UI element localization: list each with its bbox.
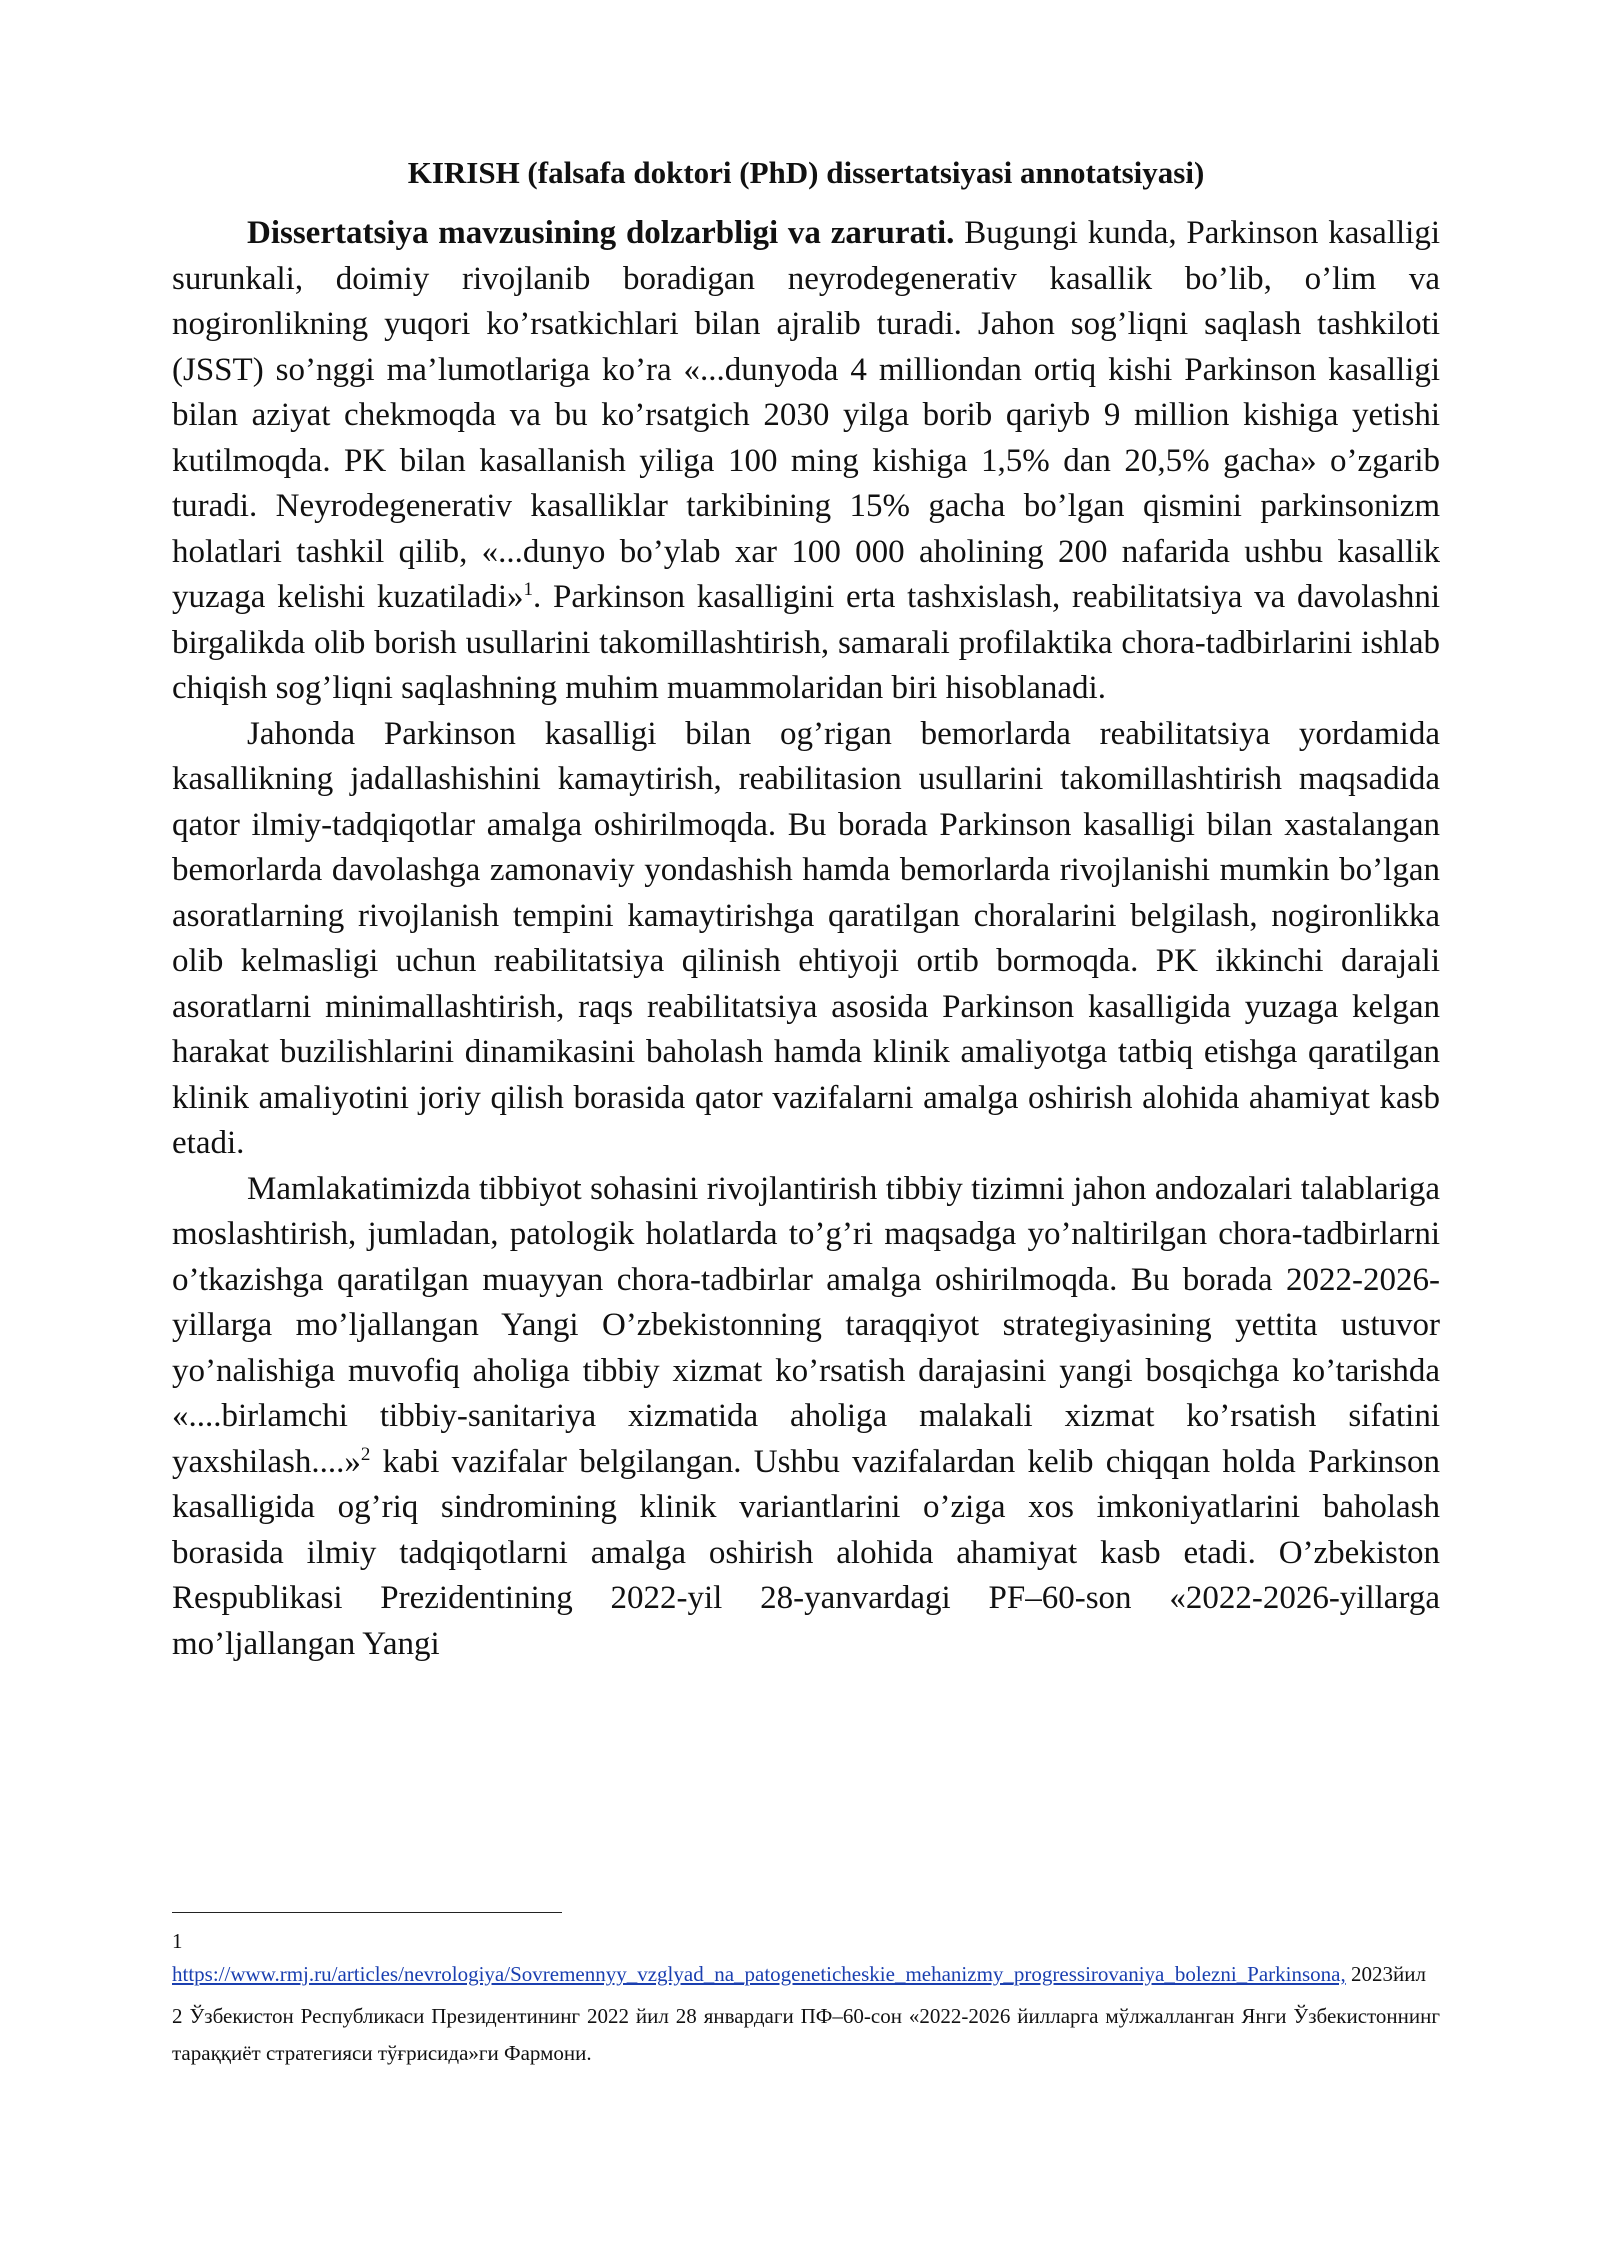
footnote-1-year: 2023йил (1345, 1962, 1426, 1986)
footnote-separator (172, 1912, 562, 1913)
paragraph-text: kabi vazifalar belgilangan. Ushbu vazifalardan kelib chiqqan holda Parkinson kasalligida og’riq sindromining klinik variantlarini o’ziga xos imkoniyatlarini baholash borasida ilmiy tadqiqotlarni amalga oshirish alohida ahamiyat kasb etadi. O’zbekiston Respublikasi Prezidentining 2022-yil 28-yanvardagi PF–60-son «2022-2026-yillarga mo’ljallangan Yangi (172, 1443, 1440, 1662)
document-page (172, 150, 1440, 1667)
footnote-ref-2[interactable]: 2 (360, 1443, 371, 1465)
footnote-2: 2 Ўзбекистон Республикаси Президентининг 2022 йил 28 январдаги ПФ–60-сон «2022-2026 йилларга мўлжалланган Янги Ўзбекистоннинг тараққиёт стратегияси тўғрисида»ги Фармони. (172, 2004, 1440, 2065)
footnote-1-link[interactable]: https://www.rmj.ru/articles/nevrologiya/Sovremennyy_vzglyad_na_patogeneticheskie_mehanizmy_progressirovaniya_bolezni_Parkinsona, (172, 1962, 1346, 1986)
footnote-1-number: 1 (172, 1929, 183, 1953)
footnotes (172, 1925, 1440, 2072)
footnote-ref-1[interactable]: 1 (523, 579, 534, 600)
paragraph-world-research: Jahonda Parkinson kasalligi bilan og’rigan bemorlarda reabilitatsiya yordamida kasallikning jadallashishini kamaytirish, reabilitasion usullarini takomillashtirish maqsadida qator ilmiy-tadqiqotlar amalga oshirilmoqda. Bu borada Parkinson kasalligi bilan xastalangan bemorlarda davolashga zamonaviy yondashish hamda bemorlarda rivojlanishi mumkin bo’lgan asoratlarning rivojlanish tempini kamaytirishga qaratilgan choralarini belgilash, nogironlikka olib kelmasligi uchun reabilitatsiya qilinish ehtiyoji ortib bormoqda. PK ikkinchi darajali asoratlarni minimallashtirish, raqs reabilitatsiya asosida Parkinson kasalligida yuzaga kelgan harakat buzilishlarini dinamikasini baholash hamda klinik amaliyotga tatbiq etishga qaratilgan klinik amaliyotini joriy qilish borasida qator vazifalarni amalga oshirish alohida ahamiyat kasb etadi. (172, 715, 1440, 1161)
paragraph-lead-heading: Dissertatsiya mavzusining dolzarbligi va zarurati. (247, 215, 955, 251)
paragraph-text: . Parkinson kasalligini erta tashxislash, reabilitatsiya va davolashni birgalikda olib borish usullarini takomillashtirish, samarali profilaktika chora-tadbirlarini ishlab chiqish sog’liqni saqlashning muhim muammolaridan biri hisoblanadi. (172, 579, 1440, 706)
paragraph-relevance (172, 211, 1440, 712)
page-title: KIRISH (falsafa doktori (PhD) dissertatsiyasi annotatsiyasi) (407, 155, 1205, 190)
paragraph-text: Mamlakatimizda tibbiyot sohasini rivojlantirish tibbiy tizimni jahon andozalari talablariga moslashtirish, jumladan, patologik holatlarda to’g’ri maqsadga yo’naltirilgan chora-tadbirlarni o’tkazishga qaratilgan muayyan chora-tadbirlar amalga oshirilmoqda. Bu borada 2022-2026-yillarga mo’ljallangan Yangi O’zbekistonning taraqqiyot strategiyasining yettita ustuvor yo’nalishiga muvofiq aholiga tibbiy xizmat ko’rsatish darajasini yangi bosqichga ko’tarishda «....birlamchi tibbiy-sanitariya xizmatida aholiga malakali xizmat ko’rsatish sifatini yaxshilash....» (172, 1170, 1440, 1480)
paragraph-text: Bugungi kunda, Parkinson kasalligi surunkali, doimiy rivojlanib boradigan neyrodegenerativ kasallik bo’lib, o’lim va nogironlikning yuqori ko’rsatkichlari bilan ajralib turadi. Jahon sog’liqni saqlash tashkiloti (JSST) so’nggi ma’lumotlariga ko’ra «...dunyoda 4 milliondan ortiq kishi Parkinson kasalligi bilan aziyat chekmoqda va bu ko’rsatgich 2030 yilga borib qariyb 9 million kishiga yetishi kutilmoqda. PK bilan kasallanish yiliga 100 ming kishiga 1,5% dan 20,5% gacha» o’zgarib turadi. Neyrodegenerativ kasalliklar tarkibining 15% gacha bo’lgan qismini parkinsonizm holatlari tashkil qilib, «...dunyo bo’ylab xar 100 000 aholining 200 nafarida ushbu kasallik yuzaga kelishi kuzatiladi» (172, 215, 1441, 615)
footnote-1 (172, 1958, 1440, 1991)
paragraph-national-context (172, 1167, 1440, 1668)
